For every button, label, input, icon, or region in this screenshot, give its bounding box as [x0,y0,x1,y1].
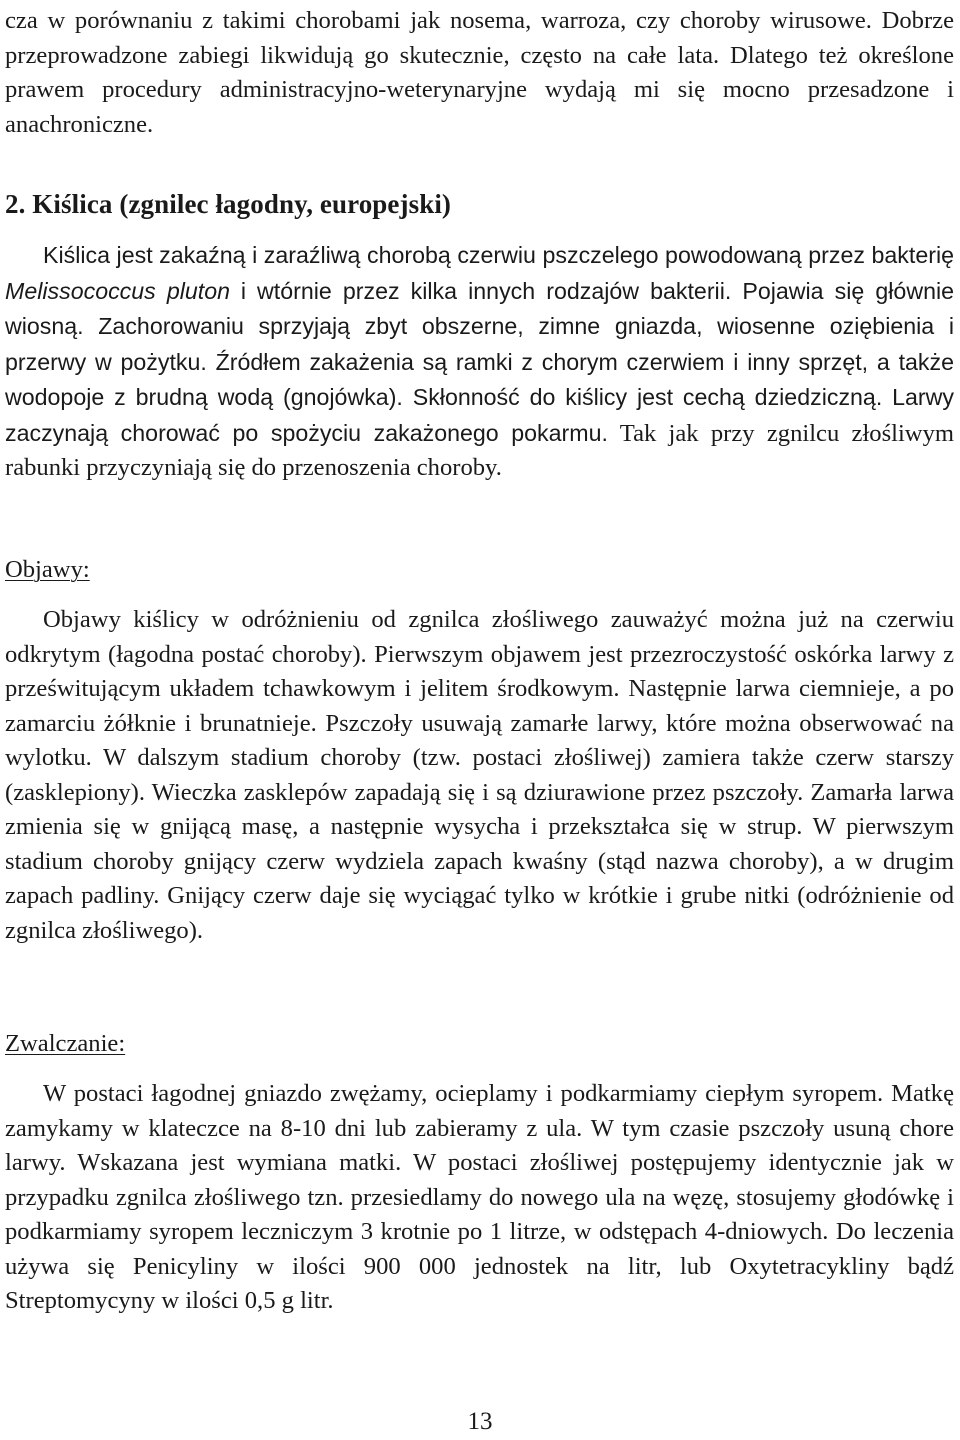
symptoms-label: Objawy: [5,556,90,583]
section-heading: 2. Kiślica (zgnilec łagodny, europejski) [5,189,452,219]
description-text-1: Kiślica jest zakaźną i zaraźliwą chorobą czerwiu pszczelego powodowaną przez bakterię [43,242,954,268]
description-text-3: Tak jak przy zgnilcu złośliwym rabunki przyczyniają się do przenoszenia choroby. [5,419,954,481]
page-number: 13 [467,1408,493,1435]
species-name: Melissococcus pluton [5,277,231,304]
intro-paragraph: cza w porównaniu z takimi chorobami jak nosema, warroza, czy choroby wirusowe. Dobrze przeprowadzone zabiegi likwidują go skutecznie, często na całe lata. Dlatego też określone prawem procedury administracyjno-weterynaryjne wydają mi się mocno przesadzone i anachroniczne. [5,7,954,138]
description-text-2: i wtórnie przez kilka innych rodzajów bakterii. Pojawia się głównie wiosną. Zachorowaniu sprzyjają zbyt obszerne, zimne gniazda, wiosenne oziębienia i przerwy w pożytku. Źródłem zakażenia są ramki z chorym czerwiem i inny sprzęt, a także wodopoje z brudną wodą (gnojówka). Skłonność do kiślicy jest cechą dziedziczną. Larwy zaczynają chorować po spożyciu zakażonego pokarmu. [5,277,955,446]
treatment-paragraph: W postaci łagodnej gniazdo zwężamy, ocieplamy i podkarmiamy ciepłym syropem. Matkę zamykamy w klateczce na 8-10 dni lub zabieramy z ula. W tym czasie pszczoły usuną chore larwy. Wskazana jest wymiana matki. W postaci złośliwej postępujemy identycznie jak w przypadku zgnilca złośliwego tzn. przesiedlamy do nowego ula na węzę, stosujemy głodówkę i podkarmiamy syropem leczniczym 3 krotnie po 1 litrze, w odstępach 4-dniowych. Do leczenia używa się Penicyliny w ilości 900 000 jednostek na litr, lub Oxytetracykliny bądź Streptomycyny w ilości 0,5 g litr. [5,1080,954,1314]
treatment-label: Zwalczanie: [5,1030,126,1057]
symptoms-paragraph: Objawy kiślicy w odróżnieniu od zgnilca złośliwego zauważyć można już na czerwiu odkrytym (łagodna postać choroby). Pierwszym objawem jest przezroczystość oskórka larwy z prześwitującym układem tchawkowym i jelitem środkowym. Następnie larwa ciemnieje, a po zamarciu żółknie i brunatnieje. Pszczoły usuwają zamarłe larwy, które można obserwować na wylotku. W dalszym stadium choroby (tzw. postaci złośliwej) zamiera także czerw starszy (zasklepiony). Wieczka zasklepów zapadają się i są dziurawione przez pszczoły. Zamarła larwa zmienia się w gnijącą masę, a następnie wysycha i przekształca się w strup. W pierwszym stadium choroby gnijący czerw wydziela zapach kwaśny (stąd nazwa choroby), a w drugim zapach padliny. Gnijący czerw daje się wyciągać tylko w krótkie i grube nitki (odróżnienie od zgnilca złośliwego). [5,606,954,944]
description-paragraph [5,238,954,486]
